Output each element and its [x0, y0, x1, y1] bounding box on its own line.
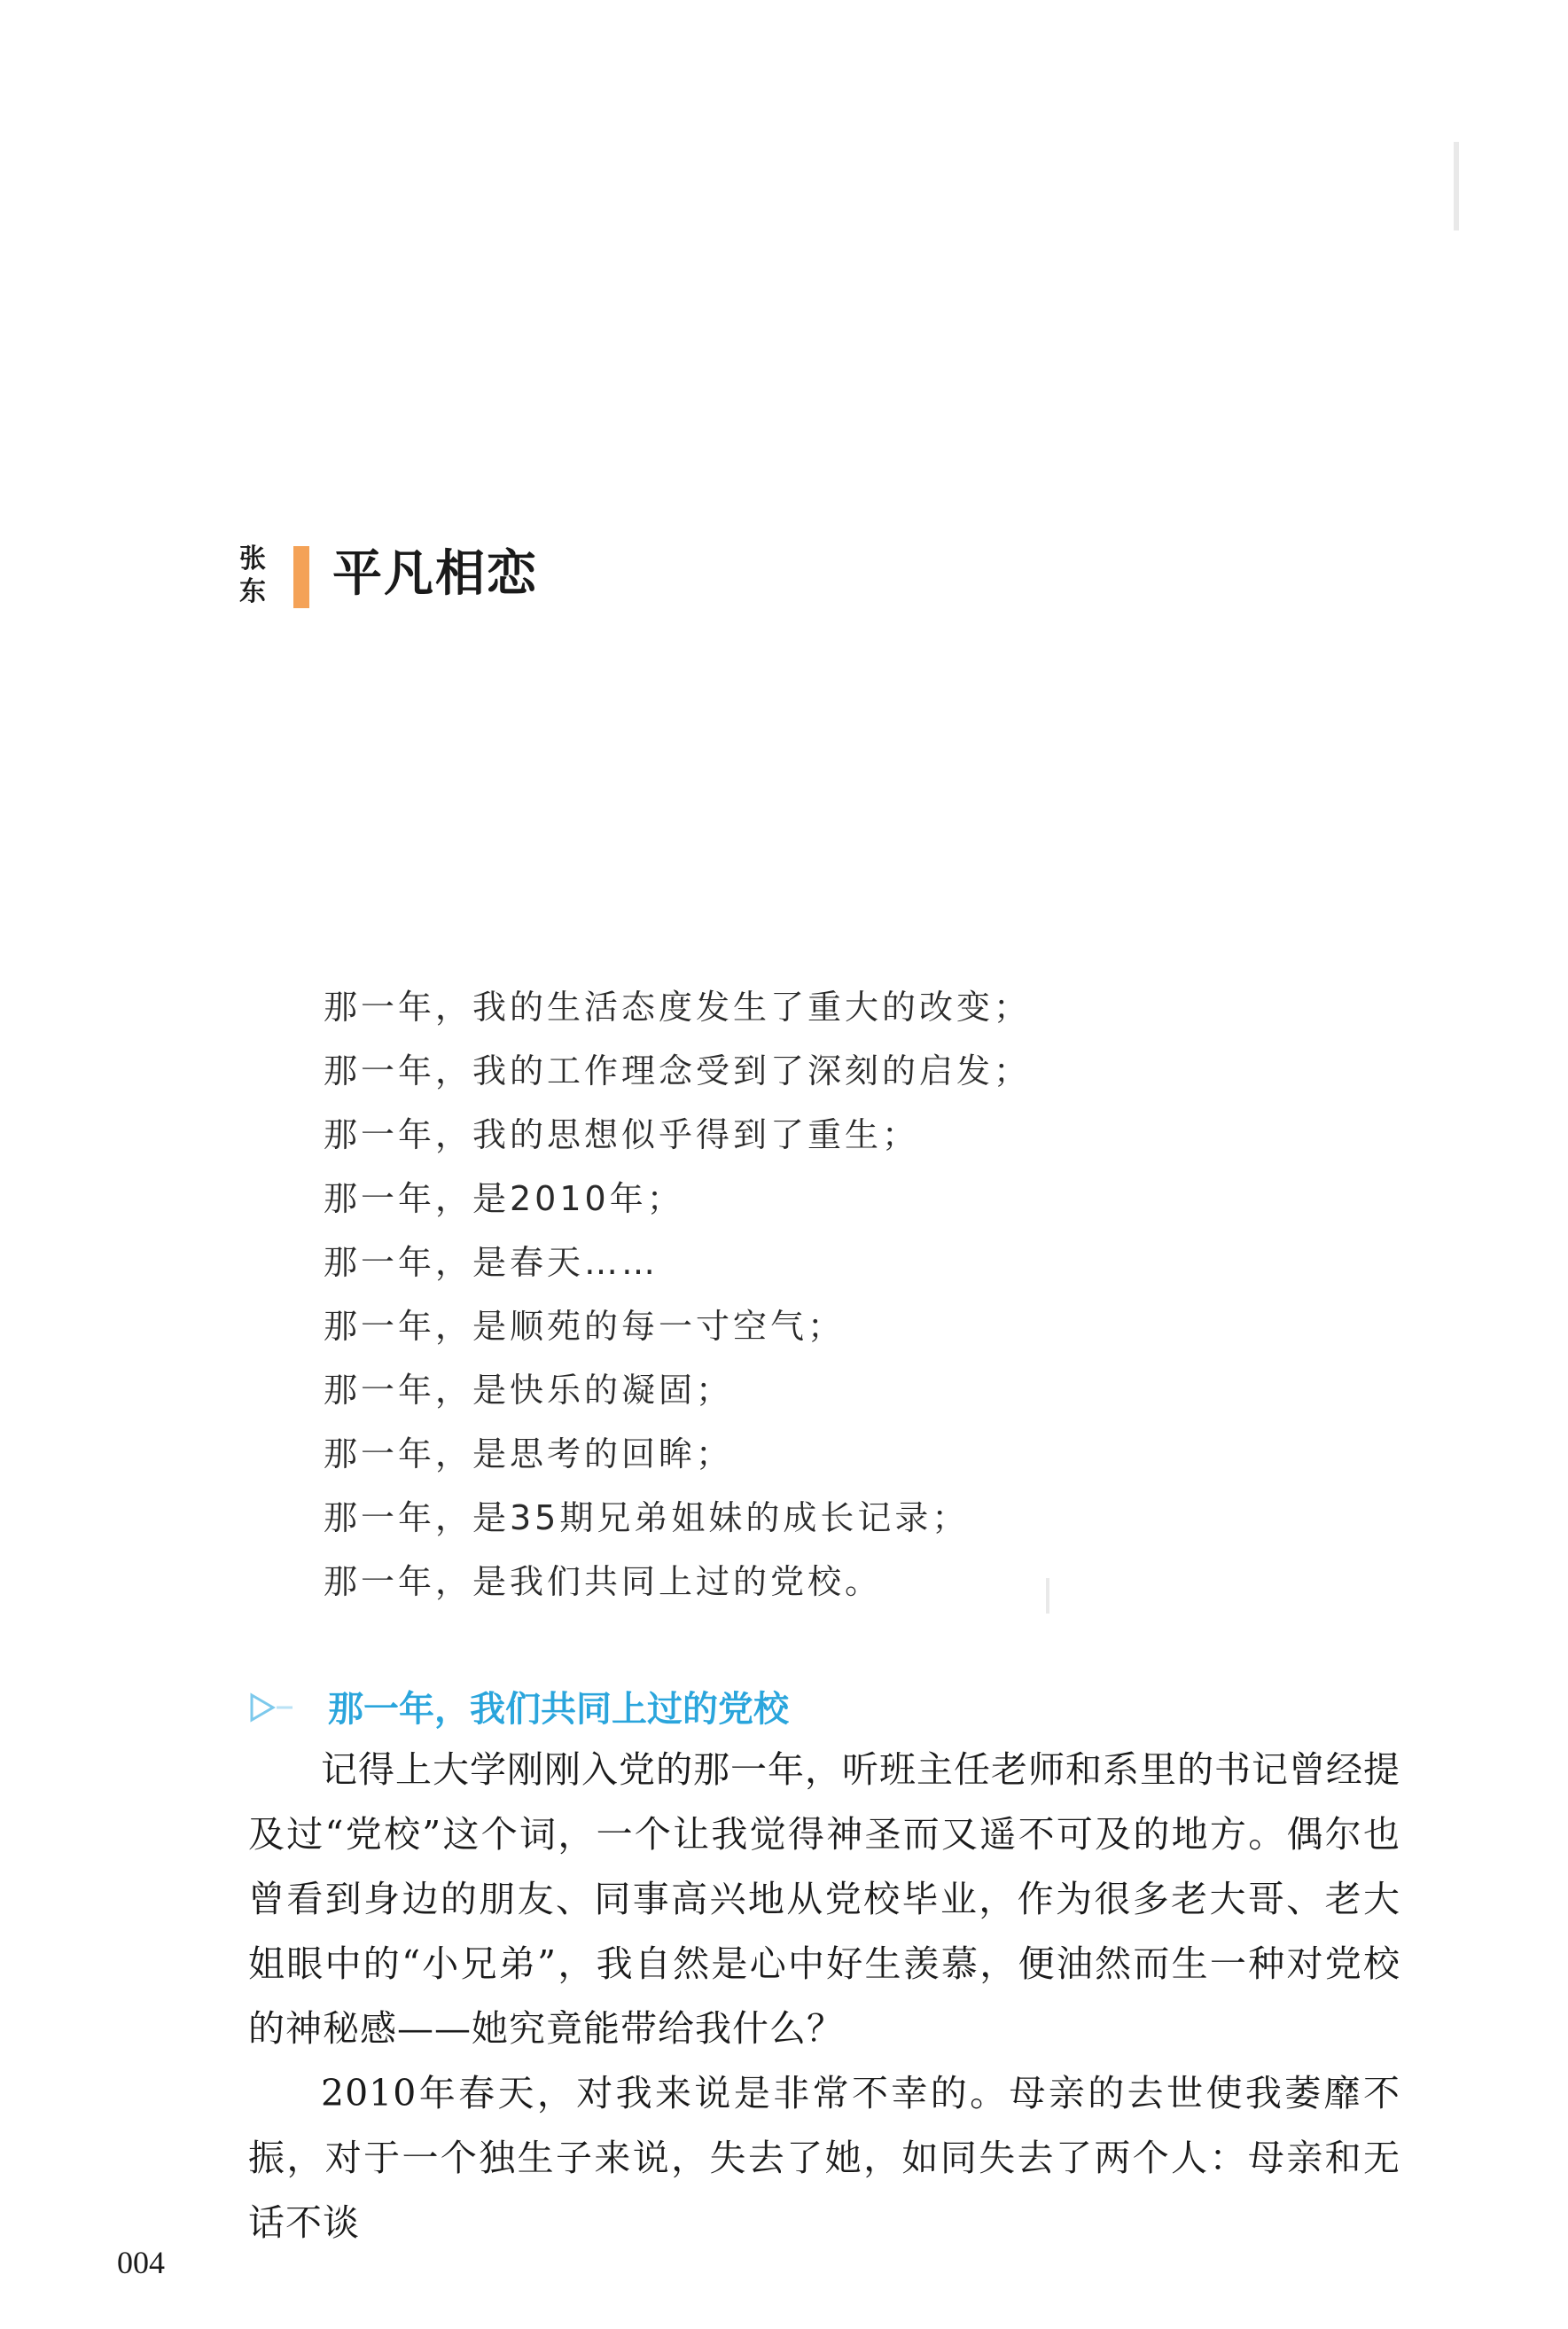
title-accent-bar: [293, 546, 309, 608]
poem-line: 那一年，是我们共同上过的党校。: [324, 1562, 883, 1601]
poem-line: 那一年，是快乐的凝固；: [324, 1371, 734, 1410]
poem-line: 那一年，是春天……: [324, 1243, 659, 1282]
paragraph: 记得上大学刚刚入党的那一年，听班主任老师和系里的书记曾经提及过“党校”这个词，一个让我觉得神圣而又遥不可及的地方。偶尔也曾看到身边的朋友、同事高兴地从党校毕业，作为很多老大哥、老大姐眼中的“小兄弟”，我自然是心中好生羡慕，便油然而生一种对党校的神秘感——她究竟能带给我什么？: [248, 1748, 1400, 2050]
poem-line: 那一年，是35期兄弟姐妹的成长记录；: [324, 1498, 970, 1537]
paragraph: 2010年春天，对我来说是非常不幸的。母亲的去世使我萎靡不振，对于一个独生子来说，失去了她，如同失去了两个人：母亲和无话不谈: [248, 2072, 1400, 2244]
page-number: 004: [117, 2245, 165, 2280]
poem-line: 那一年，是顺苑的每一寸空气；: [324, 1307, 846, 1346]
poem-line: 那一年，我的工作理念受到了深刻的启发；: [324, 1051, 1032, 1090]
poem-block: [324, 975, 1387, 1614]
author-name: 张东: [239, 543, 266, 607]
chapter-title: 平凡相恋: [332, 545, 538, 603]
triangle-arrow-icon: [248, 1690, 294, 1725]
poem-line: 那一年，是思考的回眸；: [324, 1434, 734, 1473]
poem-line: 那一年，我的思想似乎得到了重生；: [324, 1115, 920, 1154]
scan-artifact: [1454, 142, 1459, 231]
poem-line: 那一年，我的生活态度发生了重大的改变；: [324, 988, 1032, 1027]
poem-line: 那一年，是2010年；: [324, 1179, 684, 1218]
section-title: 那一年，我们共同上过的党校: [328, 1689, 789, 1730]
body-text: [248, 1738, 1400, 2255]
